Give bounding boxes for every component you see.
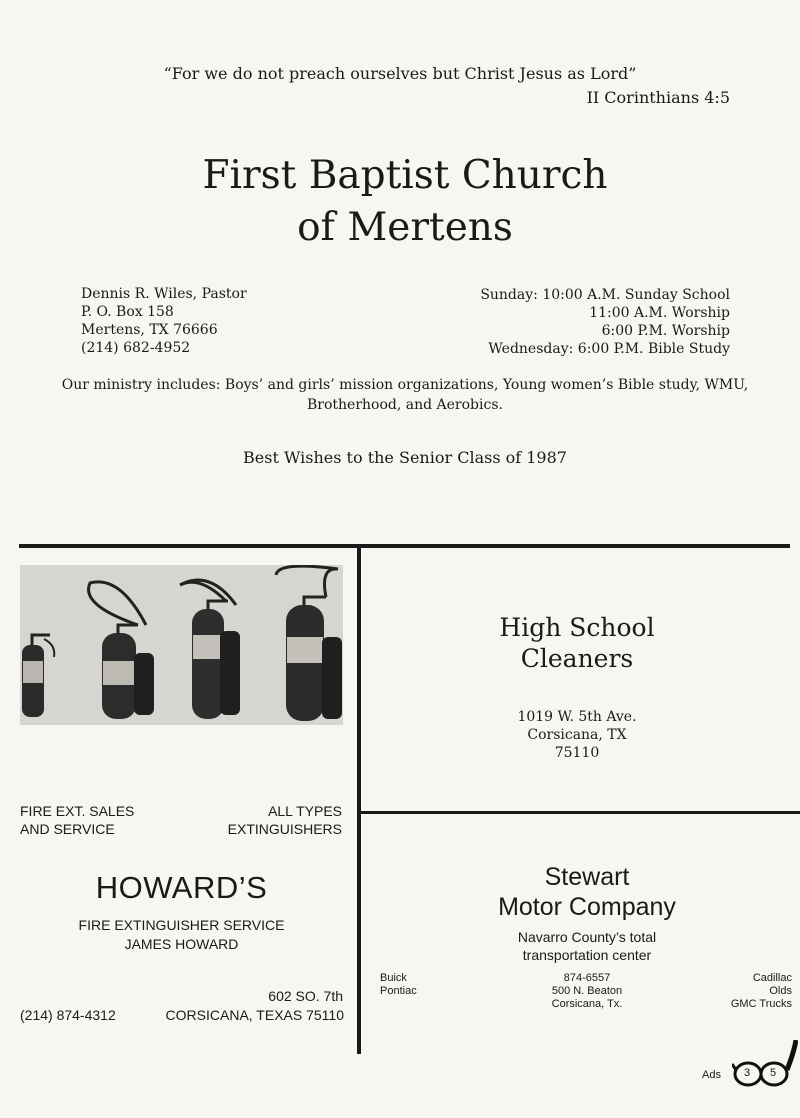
howard-phone: (214) 874-4312 — [20, 1007, 116, 1023]
brand-label: Olds — [769, 985, 792, 997]
page-number-right: 5 — [770, 1067, 777, 1079]
section-label: Ads — [702, 1069, 721, 1081]
howard-sales-line2: AND SERVICE — [20, 821, 115, 837]
schedule-line: 11:00 A.M. Worship — [589, 305, 730, 321]
cleaners-name-line1: High School — [499, 613, 655, 642]
brand-label: Buick — [380, 972, 407, 984]
vertical-divider — [357, 546, 361, 1054]
brand-label: Cadillac — [752, 972, 792, 984]
stewart-business-name — [362, 862, 800, 922]
extinguishers-photo — [20, 565, 343, 725]
cleaners-address — [362, 708, 792, 762]
stewart-city: Corsicana, Tx. — [551, 998, 623, 1010]
schedule-line: 6:00 P.M. Worship — [601, 323, 730, 339]
scripture-reference: II Corinthians 4:5 — [586, 88, 730, 107]
howard-types-line2: EXTINGUISHERS — [227, 821, 342, 837]
howard-types-label — [228, 802, 342, 838]
ministry-line2: Brotherhood, and Aerobics. — [307, 397, 503, 413]
howard-service-line1: FIRE EXTINGUISHER SERVICE — [78, 917, 285, 933]
top-divider — [19, 544, 790, 548]
right-divider — [359, 811, 800, 814]
ministry-line1: Our ministry includes: Boys’ and girls’ mission organizations, Young women’s Bible study, WMU, — [61, 377, 749, 393]
stewart-name-line2: Motor Company — [498, 893, 676, 921]
cleaners-address-line: 1019 W. 5th Ave. — [517, 709, 637, 725]
ministry-description — [60, 375, 750, 415]
stewart-phone: 874-6557 — [563, 972, 611, 984]
howard-types-line1: ALL TYPES — [268, 803, 342, 819]
cleaners-address-line: 75110 — [554, 745, 600, 761]
schedule-line: Sunday: 10:00 A.M. Sunday School — [480, 287, 730, 303]
church-contact-line: (214) 682-4952 — [81, 340, 191, 356]
church-title-line2: of Mertens — [297, 205, 513, 250]
cleaners-name-line2: Cleaners — [520, 644, 634, 673]
howard-sales-line1: FIRE EXT. SALES — [20, 803, 135, 819]
glasses-icon — [732, 1040, 798, 1096]
howard-city: CORSICANA, TEXAS 75110 — [165, 1007, 344, 1023]
page-number-left: 3 — [744, 1067, 751, 1079]
cleaners-business-name — [362, 612, 792, 674]
stewart-name-line1: Stewart — [544, 863, 630, 891]
church-contact-line: Mertens, TX 76666 — [81, 322, 218, 338]
stewart-tagline-line2: transportation center — [522, 947, 652, 963]
cleaners-address-line: Corsicana, TX — [527, 727, 627, 743]
stewart-brands-right — [731, 972, 792, 1011]
stewart-tagline — [362, 928, 800, 964]
brand-label: Pontiac — [380, 985, 417, 997]
church-contact-line: Dennis R. Wiles, Pastor — [81, 286, 247, 302]
stewart-address: 500 N. Beaton — [551, 985, 623, 997]
scripture-quote: “For we do not preach ourselves but Christ Jesus as Lord” — [163, 64, 637, 83]
church-schedule — [480, 286, 730, 358]
church-title-line1: First Baptist Church — [202, 153, 608, 198]
church-contact-line: P. O. Box 158 — [81, 304, 174, 320]
brand-label: GMC Trucks — [730, 998, 792, 1010]
howard-service — [20, 916, 343, 954]
stewart-tagline-line1: Navarro County’s total — [517, 929, 657, 945]
church-title — [0, 150, 800, 254]
schedule-line: Wednesday: 6:00 P.M. Bible Study — [488, 341, 730, 357]
howard-business-name: HOWARD’S — [95, 870, 268, 905]
church-contact — [81, 285, 247, 357]
howard-street: 602 SO. 7th — [268, 988, 343, 1004]
senior-wishes: Best Wishes to the Senior Class of 1987 — [243, 448, 567, 467]
howard-sales-label — [20, 802, 134, 838]
howard-owner: JAMES HOWARD — [124, 936, 239, 952]
howard-contact-row — [20, 1007, 344, 1023]
